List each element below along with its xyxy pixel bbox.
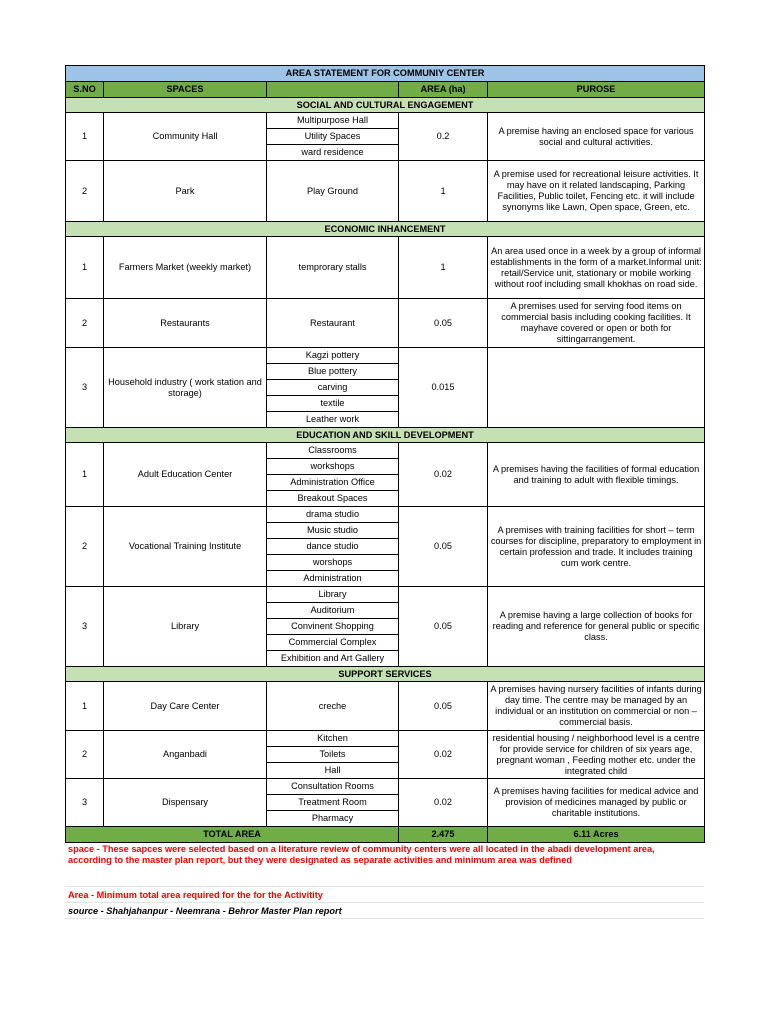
space-cell: Day Care Center <box>104 682 267 731</box>
area-cell: 0.015 <box>399 348 488 428</box>
sub-space-cell: Convinent Shopping <box>267 619 399 635</box>
table-row <box>66 731 705 747</box>
sno-cell: 2 <box>66 161 104 222</box>
sub-space-cell: Pharmacy <box>267 811 399 827</box>
note-source: source - Shahjahanpur - Neemrana - Behror Master Plan report <box>65 903 704 919</box>
sub-space-cell: drama studio <box>267 507 399 523</box>
area-cell: 0.05 <box>399 507 488 587</box>
sub-space-cell: Music studio <box>267 523 399 539</box>
sub-space-cell: Hall <box>267 763 399 779</box>
table-row <box>66 161 705 222</box>
section-title: SOCIAL AND CULTURAL ENGAGEMENT <box>66 98 705 113</box>
total-acres: 6.11 Acres <box>488 827 705 843</box>
purpose-cell: A premise used for recreational leisure activities. It may have on it related landscaping, Parking Facilities, Public toilet, Fencing etc. it will include synonyms like Lawn, Open space, Green, etc. <box>488 161 705 222</box>
sub-space-cell: Library <box>267 587 399 603</box>
sub-space-cell: dance studio <box>267 539 399 555</box>
header-row <box>66 82 705 98</box>
area-cell: 0.2 <box>399 113 488 161</box>
table-row <box>66 348 705 364</box>
space-cell: Restaurants <box>104 299 267 348</box>
sub-space-cell: Multipurpose Hall <box>267 113 399 129</box>
space-cell: Dispensary <box>104 779 267 827</box>
table-row <box>66 587 705 603</box>
area-cell: 0.02 <box>399 779 488 827</box>
table-row <box>66 237 705 299</box>
note-space: space - These sapces were selected based on a literature review of community centers were all located in the abadi development area, according to the master plan report, but they were designated as separate activities and minimum area was defined <box>65 841 704 887</box>
header-spaces: SPACES <box>104 82 267 98</box>
space-cell: Adult Education Center <box>104 443 267 507</box>
space-cell: Household industry ( work station and storage) <box>104 348 267 428</box>
area-cell: 1 <box>399 161 488 222</box>
table-row <box>66 779 705 795</box>
section-title: ECONOMIC INHANCEMENT <box>66 222 705 237</box>
section-row <box>66 222 705 237</box>
sub-space-cell: Breakout Spaces <box>267 491 399 507</box>
header-purpose: PUROSE <box>488 82 705 98</box>
area-cell: 0.05 <box>399 299 488 348</box>
sno-cell: 2 <box>66 507 104 587</box>
sub-space-cell: temprorary stalls <box>267 237 399 299</box>
sno-cell: 3 <box>66 348 104 428</box>
sub-space-cell: Administration Office <box>267 475 399 491</box>
purpose-cell: A premises used for serving food items on commercial basis including cooking facilities. It mayhave covered or open or both for sittingarrangement. <box>488 299 705 348</box>
sub-space-cell: creche <box>267 682 399 731</box>
sno-cell: 3 <box>66 587 104 667</box>
sub-space-cell: Auditorium <box>267 603 399 619</box>
purpose-cell <box>488 348 705 428</box>
area-cell: 1 <box>399 237 488 299</box>
sub-space-cell: Toilets <box>267 747 399 763</box>
table-row <box>66 113 705 129</box>
sub-space-cell: Play Ground <box>267 161 399 222</box>
note-area: Area - Minimum total area required for the for the Activitity <box>65 887 704 903</box>
header-blank <box>267 82 399 98</box>
purpose-cell: A premises having facilities for medical advice and provision of medicines managed by public or charitable institutions. <box>488 779 705 827</box>
purpose-cell: A premises having the facilities of formal education and training to adult with flexible timings. <box>488 443 705 507</box>
sno-cell: 1 <box>66 682 104 731</box>
purpose-cell: A premise having an enclosed space for various social and cultural activities. <box>488 113 705 161</box>
sno-cell: 1 <box>66 443 104 507</box>
sub-space-cell: Blue pottery <box>267 364 399 380</box>
sub-space-cell: ward residence <box>267 145 399 161</box>
sub-space-cell: Exhibition and Art Gallery <box>267 651 399 667</box>
sub-space-cell: Classrooms <box>267 443 399 459</box>
space-cell: Park <box>104 161 267 222</box>
sub-space-cell: worshops <box>267 555 399 571</box>
sub-space-cell: Consultation Rooms <box>267 779 399 795</box>
table-title: AREA STATEMENT FOR COMMUNIY CENTER <box>66 66 705 82</box>
header-sno: S.NO <box>66 82 104 98</box>
sno-cell: 3 <box>66 779 104 827</box>
space-cell: Farmers Market (weekly market) <box>104 237 267 299</box>
total-label: TOTAL AREA <box>66 827 399 843</box>
sno-cell: 1 <box>66 113 104 161</box>
sno-cell: 1 <box>66 237 104 299</box>
purpose-cell: A premises having nursery facilities of infants during day time. The centre may be managed by an individual or an institution on commercial or non – commercial basis. <box>488 682 705 731</box>
table-row <box>66 507 705 523</box>
sub-space-cell: Kitchen <box>267 731 399 747</box>
space-cell: Community Hall <box>104 113 267 161</box>
purpose-cell: residential housing / neighborhood level is a centre for provide service for children of six years age, pregnant woman , Feeding mother etc. under the integrated child <box>488 731 705 779</box>
space-cell: Vocational Training Institute <box>104 507 267 587</box>
sno-cell: 2 <box>66 731 104 779</box>
sub-space-cell: workshops <box>267 459 399 475</box>
table-row <box>66 443 705 459</box>
sno-cell: 2 <box>66 299 104 348</box>
sub-space-cell: carving <box>267 380 399 396</box>
section-row <box>66 98 705 113</box>
sub-space-cell: Kagzi pottery <box>267 348 399 364</box>
sub-space-cell: Commercial Complex <box>267 635 399 651</box>
total-area: 2.475 <box>399 827 488 843</box>
header-area: AREA (ha) <box>399 82 488 98</box>
sub-space-cell: Restaurant <box>267 299 399 348</box>
sub-space-cell: Treatment Room <box>267 795 399 811</box>
space-cell: Anganbadi <box>104 731 267 779</box>
area-cell: 0.02 <box>399 731 488 779</box>
purpose-cell: A premise having a large collection of books for reading and reference for general public or specific class. <box>488 587 705 667</box>
title-row <box>66 66 705 82</box>
table-row <box>66 682 705 731</box>
sub-space-cell: Leather work <box>267 412 399 428</box>
area-statement-table <box>65 65 705 843</box>
section-title: EDUCATION AND SKILL DEVELOPMENT <box>66 428 705 443</box>
area-cell: 0.05 <box>399 587 488 667</box>
purpose-cell: An area used once in a week by a group of informal establishments in the form of a market.Informal unit: retail/Service unit, stationary or mobile working without roof including small khokhas on road side. <box>488 237 705 299</box>
area-cell: 0.05 <box>399 682 488 731</box>
sub-space-cell: textile <box>267 396 399 412</box>
purpose-cell: A premises with training facilities for short – term courses for discipline, preparatory to employment in certain profession and trade. It includes training cum work centre. <box>488 507 705 587</box>
section-title: SUPPORT SERVICES <box>66 667 705 682</box>
section-row <box>66 667 705 682</box>
table-row <box>66 299 705 348</box>
section-row <box>66 428 705 443</box>
sub-space-cell: Utility Spaces <box>267 129 399 145</box>
area-cell: 0.02 <box>399 443 488 507</box>
sub-space-cell: Administration <box>267 571 399 587</box>
space-cell: Library <box>104 587 267 667</box>
